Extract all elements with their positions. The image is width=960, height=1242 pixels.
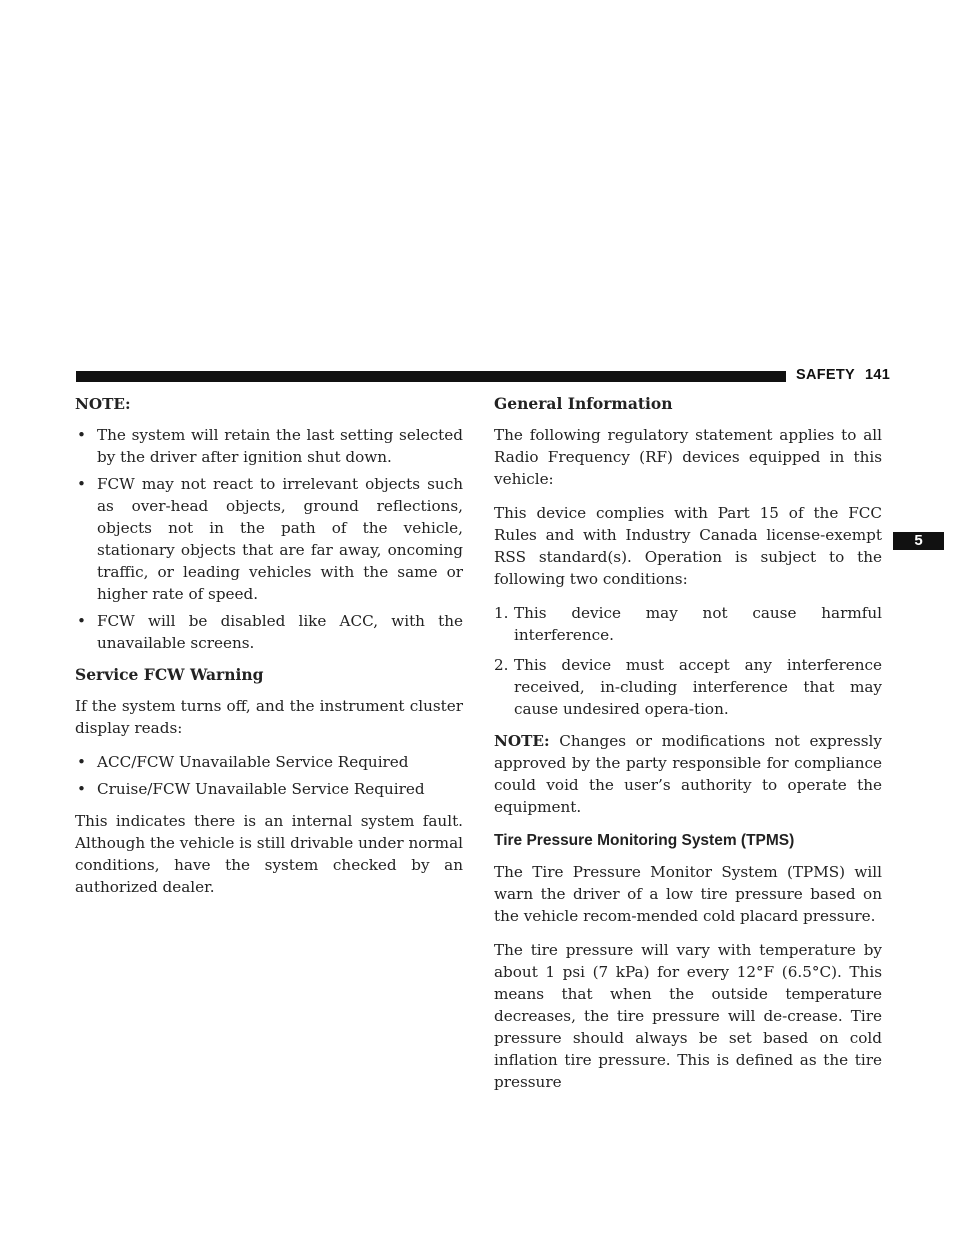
list-item: 1. This device may not cause harmful interference.: [494, 604, 882, 644]
list-item: • FCW may not react to irrelevant objects such as over-head objects, ground reflections, objects not in the path of the vehicle, stationary objects that are far away, oncoming traffic, or leading vehicles with the same or higher rate of speed.: [77, 475, 463, 603]
list-item: • ACC/FCW Unavailable Service Required: [77, 753, 409, 771]
service-bullet-list: [75, 751, 463, 800]
header-rule: [76, 371, 786, 382]
bullet-icon: •: [77, 426, 86, 444]
page-number: 141: [865, 367, 891, 383]
left-column: [75, 393, 463, 910]
bullet-icon: •: [77, 780, 86, 798]
general-paragraph-2: This device complies with Part 15 of the FCC Rules and with Industry Canada license-exempt RSS standard(s). Operation is subject to the following two conditions:: [494, 504, 882, 588]
tpms-paragraph-2: The tire pressure will vary with temperature by about 1 psi (7 kPa) for every 12°F (6.5°C). This means that when the outside temperature decreases, the tire pressure will de-crease. Tire pressure should always be set based on cold inflation tire pressure. This is defined as the tire pressure: [494, 941, 882, 1091]
running-header: [796, 367, 890, 383]
tpms-paragraph-1: The Tire Pressure Monitor System (TPMS) will warn the driver of a low tire pressure based on the vehicle recom-mended cold placard pressure.: [494, 863, 882, 925]
note-label: NOTE:: [75, 395, 131, 413]
list-item: • The system will retain the last setting selected by the driver after ignition shut down.: [77, 426, 463, 466]
general-information-heading: General Information: [494, 394, 673, 413]
tpms-heading: Tire Pressure Monitoring System (TPMS): [494, 832, 795, 849]
section-title: SAFETY: [796, 367, 855, 383]
list-item: 2. This device must accept any interference received, in-cluding interference that may cause undesired opera-tion.: [494, 656, 882, 718]
general-paragraph-1: The following regulatory statement applies to all Radio Frequency (RF) devices equipped in this vehicle:: [494, 426, 882, 488]
bullet-icon: •: [77, 612, 86, 630]
compliance-note: NOTE: Changes or modifications not expressly approved by the party responsible for compliance could void the user’s authority to operate the equipment.: [494, 732, 882, 816]
list-item: • FCW will be disabled like ACC, with the unavailable screens.: [77, 612, 463, 652]
bullet-icon: •: [77, 475, 86, 493]
right-column: [494, 393, 882, 1105]
service-outro: This indicates there is an internal system fault. Although the vehicle is still drivable under normal conditions, have the system checked by an authorized dealer.: [75, 812, 463, 896]
conditions-list: [494, 602, 882, 720]
service-intro: If the system turns off, and the instrument cluster display reads:: [75, 697, 463, 737]
chapter-tab[interactable]: 5: [893, 532, 944, 550]
bullet-icon: •: [77, 753, 86, 771]
note-label: NOTE:: [494, 732, 550, 750]
service-fcw-heading: Service FCW Warning: [75, 665, 264, 684]
list-item: • Cruise/FCW Unavailable Service Required: [77, 780, 425, 798]
note-bullet-list: [75, 424, 463, 654]
